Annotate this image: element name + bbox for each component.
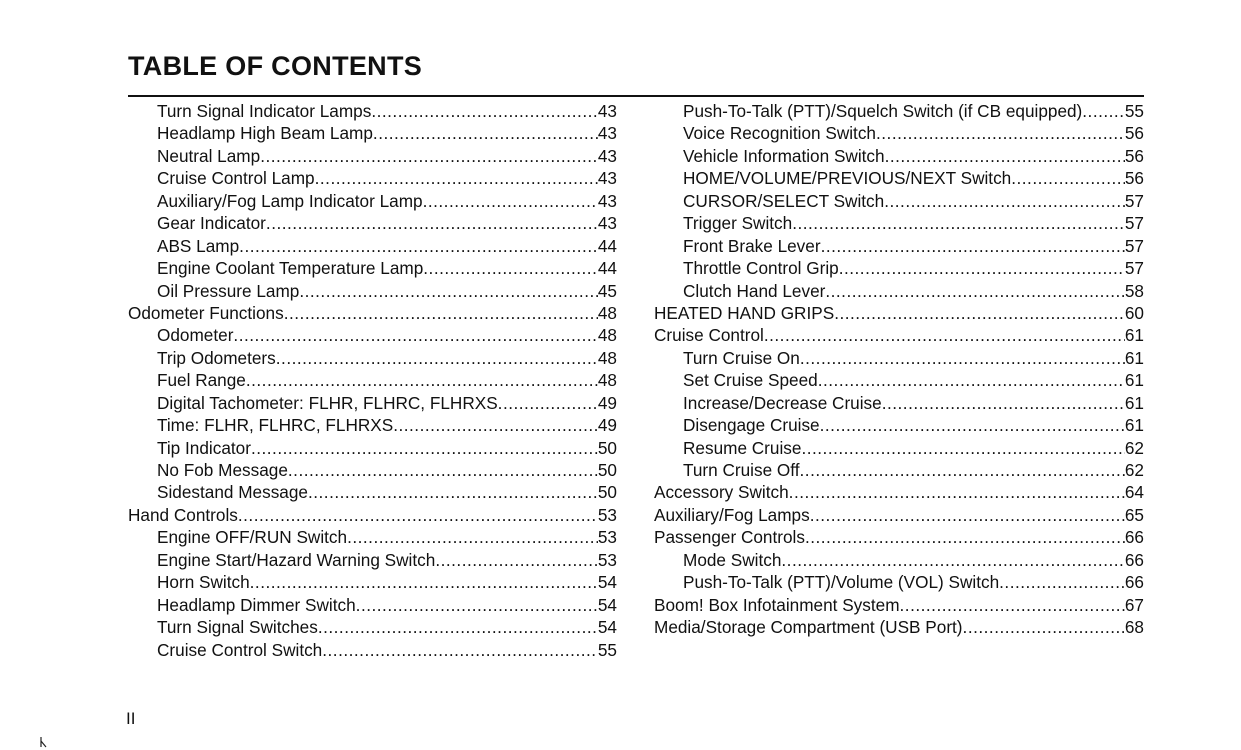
dot-leader [299, 280, 598, 302]
toc-entry-label: Increase/Decrease Cruise [683, 392, 882, 413]
toc-entry-cruise-control[interactable] [654, 324, 1144, 346]
toc-entry-label: Horn Switch [157, 572, 250, 593]
toc-entry-label: Clutch Hand Lever [683, 280, 826, 301]
toc-entry-label: Push-To-Talk (PTT)/Volume (VOL) Switch [683, 572, 1000, 593]
dot-leader [800, 347, 1125, 369]
dot-leader [1082, 100, 1125, 122]
toc-entry-page: 43 [597, 190, 617, 211]
toc-entry-page: 61 [1124, 325, 1144, 346]
toc-entry-heated-hand-grips[interactable] [654, 302, 1144, 324]
toc-entry-home-volume-previous-next-switch[interactable] [654, 167, 1144, 189]
dot-leader [423, 190, 598, 212]
toc-entry-label: Odometer Functions [128, 302, 284, 323]
toc-entry-page: 50 [597, 460, 617, 480]
toc-entry-page: 56 [1124, 145, 1144, 166]
toc-entry-page: 44 [597, 258, 617, 279]
dot-leader [356, 594, 598, 616]
toc-entry-trip-odometers[interactable] [128, 347, 617, 369]
dot-leader [318, 616, 598, 638]
toc-entry-auxiliary-fog-lamps[interactable] [654, 504, 1144, 526]
toc-entry-page: 43 [597, 213, 617, 234]
dot-leader [999, 571, 1125, 593]
toc-entry-label: ABS Lamp [157, 235, 240, 256]
toc-entry-sidestand-message[interactable] [128, 481, 617, 503]
dot-leader [900, 594, 1125, 616]
toc-entry-label: Engine OFF/RUN Switch [157, 527, 348, 548]
toc-entry-page: 61 [1124, 347, 1144, 368]
toc-entry-page: 61 [1124, 392, 1144, 413]
toc-entry-gear-indicator[interactable] [128, 212, 617, 234]
toc-entry-page: 57 [1124, 258, 1144, 279]
toc-entry-turn-cruise-on[interactable] [654, 347, 1144, 369]
toc-entry-label: Gear Indicator [157, 213, 266, 234]
dot-leader [764, 324, 1125, 346]
toc-entry-page: 62 [1124, 437, 1144, 458]
toc-entry-horn-switch[interactable] [128, 571, 617, 593]
toc-entry-page: 43 [597, 168, 617, 189]
toc-entry-page: 61 [1124, 370, 1144, 391]
toc-entry-page: 65 [1124, 504, 1144, 525]
toc-entry-page: 50 [597, 437, 617, 458]
toc-entry-page: 67 [1124, 594, 1144, 615]
toc-entry-page: 62 [1124, 460, 1144, 480]
toc-entry-page: 49 [597, 415, 617, 436]
dot-leader [260, 145, 598, 167]
toc-entry-label: No Fob Message [157, 460, 288, 480]
toc-entry-label: Tip Indicator [157, 437, 251, 458]
toc-entry-label: Vehicle Information Switch [683, 145, 885, 166]
toc-entry-page: 54 [597, 594, 617, 615]
toc-entry-front-brake-lever[interactable] [654, 235, 1144, 257]
toc-entry-resume-cruise[interactable] [654, 437, 1144, 459]
toc-entry-throttle-control-grip[interactable] [654, 257, 1144, 279]
dot-leader [792, 212, 1125, 234]
toc-entry-page: 64 [1124, 482, 1144, 503]
toc-entry-neutral-lamp[interactable] [128, 145, 617, 167]
dot-leader [373, 122, 598, 144]
toc-entry-page: 56 [1124, 168, 1144, 189]
toc-entry-label: Resume Cruise [683, 437, 802, 458]
toc-entry-increase-decrease-cruise[interactable] [654, 392, 1144, 414]
toc-entry-label: Disengage Cruise [683, 415, 820, 436]
title-divider [128, 95, 1144, 97]
toc-entry-no-fob-message[interactable] [128, 459, 617, 481]
toc-entry-page: 57 [1124, 235, 1144, 256]
toc-entry-page: 53 [597, 549, 617, 570]
toc-right-column [654, 100, 1144, 639]
toc-entry-page: 66 [1124, 527, 1144, 548]
toc-entry-disengage-cruise[interactable] [654, 414, 1144, 436]
toc-entry-label: Turn Signal Indicator Lamps [157, 101, 372, 121]
dot-leader [825, 280, 1125, 302]
dot-leader [423, 257, 598, 279]
page-number: II [126, 709, 136, 728]
dot-leader [239, 235, 598, 257]
toc-entry-headlamp-high-beam-lamp[interactable] [128, 122, 617, 144]
toc-entry-label: Odometer [157, 325, 234, 346]
toc-entry-page: 60 [1124, 302, 1144, 323]
toc-entry-label: Trip Odometers [157, 347, 276, 368]
dot-leader [276, 347, 598, 369]
dot-leader [288, 459, 598, 481]
toc-entry-label: Accessory Switch [654, 482, 789, 503]
toc-entry-label: Time: FLHR, FLHRC, FLHRXS [157, 415, 394, 436]
toc-entry-page: 54 [597, 572, 617, 593]
dot-leader [1011, 167, 1125, 189]
toc-entry-label: Trigger Switch [683, 213, 793, 234]
toc-entry-cruise-control-switch[interactable] [128, 639, 617, 661]
toc-entry-cursor-select-switch[interactable] [654, 190, 1144, 212]
toc-entry-label: Engine Start/Hazard Warning Switch [157, 549, 436, 570]
dot-leader [963, 616, 1125, 638]
toc-entry-label: Boom! Box Infotainment System [654, 594, 900, 615]
dot-leader [308, 481, 598, 503]
toc-entry-label: Digital Tachometer: FLHR, FLHRC, FLHRXS [157, 392, 498, 413]
toc-entry-accessory-switch[interactable] [654, 481, 1144, 503]
toc-entry-tip-indicator[interactable] [128, 437, 617, 459]
dot-leader [347, 526, 598, 548]
dot-leader [315, 167, 598, 189]
toc-entry-label: Fuel Range [157, 370, 246, 391]
toc-entry-page: 55 [597, 639, 617, 660]
toc-entry-clutch-hand-lever[interactable] [654, 280, 1144, 302]
toc-entry-label: Cruise Control [654, 325, 764, 346]
page-title: TABLE OF CONTENTS [128, 51, 423, 81]
toc-entry-label: Push-To-Talk (PTT)/Squelch Switch (if CB equipped) [683, 101, 1083, 121]
dot-leader [885, 145, 1125, 167]
toc-entry-label: CURSOR/SELECT Switch [683, 190, 885, 211]
toc-entry-page: 50 [597, 482, 617, 503]
toc-entry-page: 66 [1124, 549, 1144, 570]
toc-entry-engine-start-hazard-warning-switch[interactable] [128, 549, 617, 571]
toc-entry-label: Headlamp High Beam Lamp [157, 123, 373, 144]
dot-leader [801, 437, 1124, 459]
toc-entry-label: Passenger Controls [654, 527, 805, 548]
toc-entry-page: 57 [1124, 190, 1144, 211]
dot-leader [882, 392, 1125, 414]
toc-entry-label: Sidestand Message [157, 482, 308, 503]
toc-entry-page: 48 [597, 370, 617, 391]
dot-leader [818, 369, 1125, 391]
toc-entry-label: Set Cruise Speed [683, 370, 818, 391]
toc-entry-page: 55 [1124, 101, 1144, 121]
dot-leader [781, 549, 1124, 571]
dot-leader [789, 481, 1125, 503]
toc-entry-page: 43 [597, 101, 617, 121]
dot-leader [233, 324, 597, 346]
dot-leader [498, 392, 598, 414]
toc-entry-page: 43 [597, 145, 617, 166]
toc-entry-turn-cruise-off[interactable] [654, 459, 1144, 481]
toc-entry-auxiliary-fog-lamp-indicator-lamp[interactable] [128, 190, 617, 212]
dot-leader [251, 437, 598, 459]
toc-entry-page: 48 [597, 325, 617, 346]
toc-entry-engine-off-run-switch[interactable] [128, 526, 617, 548]
dot-leader [250, 571, 598, 593]
dot-leader [876, 122, 1125, 144]
dot-leader [393, 414, 598, 436]
dot-leader [371, 100, 598, 122]
toc-entry-vehicle-information-switch[interactable] [654, 145, 1144, 167]
dot-leader [839, 257, 1125, 279]
toc-entry-oil-pressure-lamp[interactable] [128, 280, 617, 302]
toc-entry-label: Voice Recognition Switch [683, 123, 876, 144]
toc-entry-trigger-switch[interactable] [654, 212, 1144, 234]
dot-leader [820, 414, 1125, 436]
toc-entry-page: 45 [597, 280, 617, 301]
toc-entry-page: 68 [1124, 617, 1144, 638]
toc-entry-label: HEATED HAND GRIPS [654, 302, 835, 323]
toc-entry-fuel-range[interactable] [128, 369, 617, 391]
toc-entry-page: 61 [1124, 415, 1144, 436]
toc-entry-page: 49 [597, 392, 617, 413]
toc-entry-label: Media/Storage Compartment (USB Port) [654, 617, 963, 638]
toc-entry-voice-recognition-switch[interactable] [654, 122, 1144, 144]
toc-entry-headlamp-dimmer-switch[interactable] [128, 594, 617, 616]
dot-leader [266, 212, 598, 234]
toc-entry-label: Turn Cruise Off [683, 460, 800, 480]
toc-entry-label: Cruise Control Switch [157, 639, 323, 660]
toc-entry-page: 44 [597, 235, 617, 256]
toc-entry-label: Oil Pressure Lamp [157, 280, 300, 301]
toc-entry-time-flhr-flhrc-flhrxs[interactable] [128, 414, 617, 436]
dot-leader [322, 639, 598, 661]
toc-entry-label: Front Brake Lever [683, 235, 821, 256]
dot-leader [800, 459, 1125, 481]
toc-entry-label: Auxiliary/Fog Lamps [654, 504, 810, 525]
toc-entry-page: 53 [597, 527, 617, 548]
toc-left-column [128, 100, 617, 661]
toc-entry-label: Cruise Control Lamp [157, 168, 315, 189]
dot-leader [435, 549, 598, 571]
toc-entry-label: Auxiliary/Fog Lamp Indicator Lamp [157, 190, 423, 211]
toc-entry-abs-lamp[interactable] [128, 235, 617, 257]
toc-entry-digital-tachometer-flhr-flhrc-flhrxs[interactable] [128, 392, 617, 414]
mouse-pointer-icon [40, 736, 50, 748]
toc-entry-label: Throttle Control Grip [683, 258, 839, 279]
toc-entry-mode-switch[interactable] [654, 549, 1144, 571]
dot-leader [246, 369, 598, 391]
dot-leader [238, 504, 598, 526]
dot-leader [810, 504, 1125, 526]
toc-entry-push-to-talk-ptt-squelch-switch-if-cb-equipped[interactable] [654, 100, 1144, 122]
toc-entry-label: Turn Signal Switches [157, 617, 318, 638]
toc-entry-set-cruise-speed[interactable] [654, 369, 1144, 391]
toc-entry-label: Engine Coolant Temperature Lamp [157, 258, 424, 279]
toc-entry-engine-coolant-temperature-lamp[interactable] [128, 257, 617, 279]
toc-entry-label: Neutral Lamp [157, 145, 261, 166]
toc-entry-cruise-control-lamp[interactable] [128, 167, 617, 189]
toc-entry-push-to-talk-ptt-volume-vol-switch[interactable] [654, 571, 1144, 593]
toc-entry-page: 66 [1124, 572, 1144, 593]
toc-entry-page: 57 [1124, 213, 1144, 234]
toc-entry-boom-box-infotainment-system[interactable] [654, 594, 1144, 616]
toc-entry-label: Mode Switch [683, 549, 782, 570]
toc-entry-page: 58 [1124, 280, 1144, 301]
toc-entry-odometer-functions[interactable] [128, 302, 617, 324]
toc-entry-label: Hand Controls [128, 504, 238, 525]
dot-leader [884, 190, 1125, 212]
toc-entry-page: 48 [597, 347, 617, 368]
dot-leader [805, 526, 1125, 548]
dot-leader [821, 235, 1125, 257]
dot-leader [284, 302, 598, 324]
toc-entry-page: 48 [597, 302, 617, 323]
toc-entry-page: 56 [1124, 123, 1144, 144]
dot-leader [834, 302, 1125, 324]
toc-entry-passenger-controls[interactable] [654, 526, 1144, 548]
toc-entry-media-storage-compartment-usb-port[interactable] [654, 616, 1144, 638]
toc-entry-turn-signal-indicator-lamps[interactable] [128, 100, 617, 122]
toc-entry-page: 43 [597, 123, 617, 144]
toc-entry-turn-signal-switches[interactable] [128, 616, 617, 638]
toc-entry-page: 54 [597, 617, 617, 638]
toc-entry-label: Headlamp Dimmer Switch [157, 594, 356, 615]
toc-entry-page: 53 [597, 504, 617, 525]
toc-entry-hand-controls[interactable] [128, 504, 617, 526]
toc-entry-label: HOME/VOLUME/PREVIOUS/NEXT Switch [683, 168, 1012, 189]
toc-entry-odometer[interactable] [128, 324, 617, 346]
toc-entry-label: Turn Cruise On [683, 347, 800, 368]
